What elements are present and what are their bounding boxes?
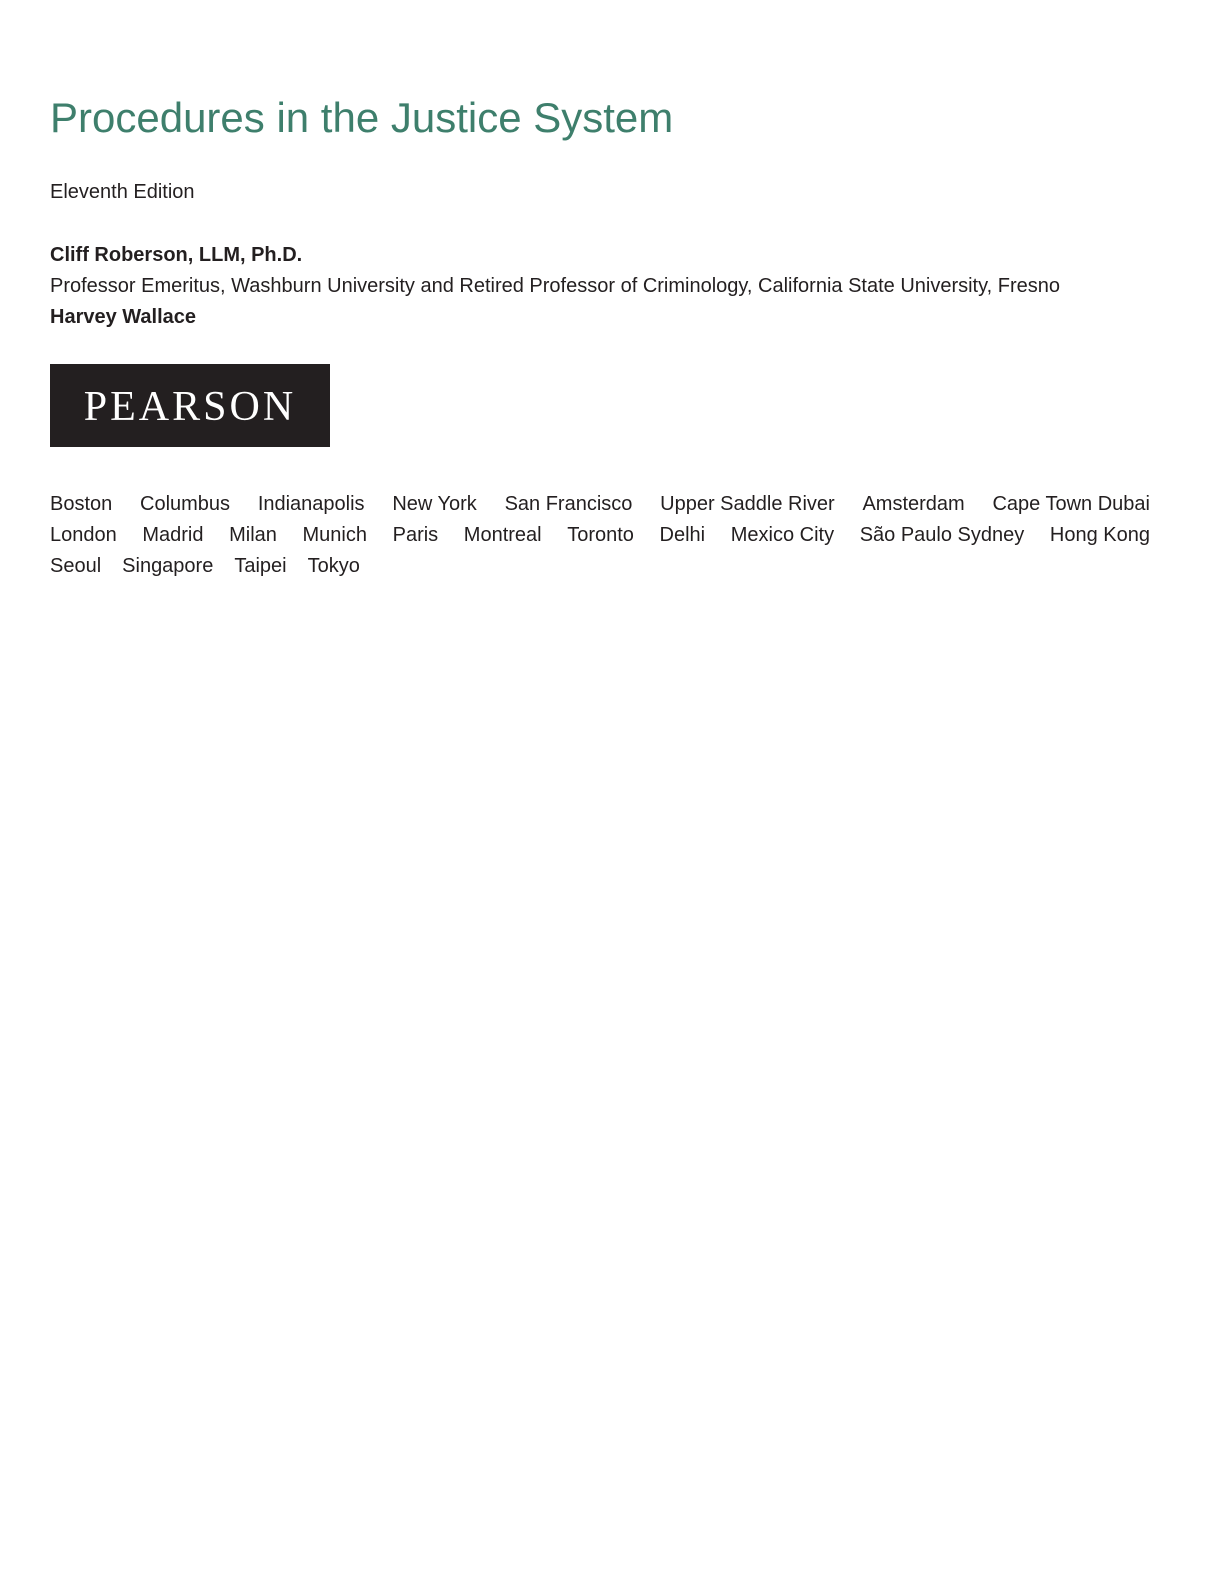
book-title: Procedures in the Justice System bbox=[50, 94, 674, 141]
city-name: Hong Kong bbox=[1049, 524, 1150, 546]
city-name: San Francisco bbox=[504, 493, 633, 515]
city-name: Singapore bbox=[122, 555, 214, 577]
city-name: São Paulo Sydney bbox=[859, 524, 1025, 546]
title-page bbox=[50, 0, 1180, 1584]
city-name: Indianapolis bbox=[257, 493, 365, 515]
city-name: Taipei bbox=[234, 555, 287, 577]
city-name: Paris bbox=[392, 524, 439, 546]
city-name: Mexico City bbox=[730, 524, 835, 546]
city-name: Madrid bbox=[142, 524, 204, 546]
city-name: Columbus bbox=[140, 493, 231, 515]
city-name: Amsterdam bbox=[862, 493, 965, 515]
city-name: Seoul bbox=[50, 555, 102, 577]
city-name: Montreal bbox=[463, 524, 542, 546]
city-name: London bbox=[50, 524, 117, 546]
publisher-cities bbox=[50, 489, 1150, 582]
author-affiliation: Professor Emeritus, Washburn University and Retired Professor of Criminology, California State University, Fresno bbox=[50, 275, 1060, 297]
city-name: Toronto bbox=[567, 524, 634, 546]
city-name: Tokyo bbox=[307, 555, 360, 577]
city-name: Delhi bbox=[659, 524, 706, 546]
edition-label: Eleventh Edition bbox=[50, 181, 195, 203]
city-name: Upper Saddle River bbox=[660, 493, 835, 515]
author-name: Harvey Wallace bbox=[50, 306, 197, 328]
city-name: Boston bbox=[50, 493, 113, 515]
city-line bbox=[50, 489, 1150, 520]
pearson-logo-text: PEARSON bbox=[83, 383, 297, 430]
city-name: New York bbox=[392, 493, 477, 515]
city-name: Cape Town Dubai bbox=[992, 493, 1150, 515]
author-block bbox=[50, 240, 1060, 333]
author-name: Cliff Roberson, LLM, Ph.D. bbox=[50, 244, 303, 266]
pearson-logo bbox=[50, 364, 330, 447]
city-name: Milan bbox=[229, 524, 277, 546]
city-line bbox=[50, 551, 1150, 582]
city-name: Munich bbox=[302, 524, 367, 546]
city-line bbox=[50, 520, 1150, 551]
